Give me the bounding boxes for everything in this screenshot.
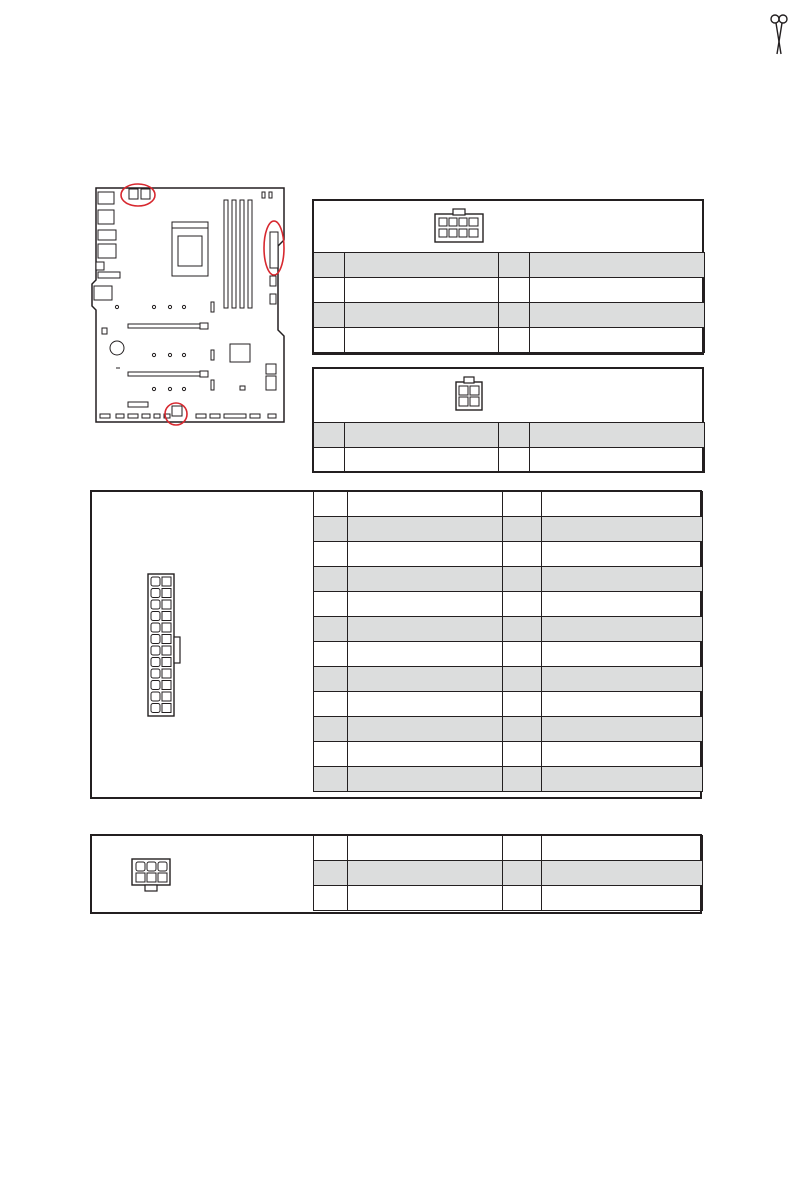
24pin-connector-icon xyxy=(147,573,183,719)
table-row xyxy=(314,492,703,517)
cpu-power-4pin-panel xyxy=(312,367,704,473)
scissors-icon xyxy=(770,14,788,56)
table-row xyxy=(314,692,703,717)
cpu-power-8pin-table xyxy=(313,252,705,353)
motherboard-diagram xyxy=(86,180,301,430)
table-row xyxy=(314,567,703,592)
pcie-power-6pin-table xyxy=(313,835,703,911)
table-row xyxy=(314,836,703,861)
table-row xyxy=(314,328,705,353)
table-row xyxy=(314,278,705,303)
8pin-connector-icon xyxy=(434,208,484,244)
table-row xyxy=(314,423,705,448)
table-row xyxy=(314,717,703,742)
atx-power-24pin-panel xyxy=(90,490,702,799)
pcie-power-6pin-panel xyxy=(90,834,702,914)
table-row xyxy=(314,742,703,767)
4pin-connector-icon xyxy=(455,376,483,412)
atx-power-24pin-table xyxy=(313,491,703,792)
cpu-power-4pin-table xyxy=(313,422,705,473)
table-row xyxy=(314,303,705,328)
table-row xyxy=(314,517,703,542)
table-row xyxy=(314,861,703,886)
cpu-power-8pin-panel xyxy=(312,199,704,355)
table-row xyxy=(314,592,703,617)
table-row xyxy=(314,617,703,642)
table-row xyxy=(314,542,703,567)
6pin-connector-icon xyxy=(131,858,171,892)
table-row xyxy=(314,642,703,667)
table-row xyxy=(314,253,705,278)
table-row xyxy=(314,767,703,792)
table-row xyxy=(314,886,703,911)
table-row xyxy=(314,448,705,473)
table-row xyxy=(314,667,703,692)
